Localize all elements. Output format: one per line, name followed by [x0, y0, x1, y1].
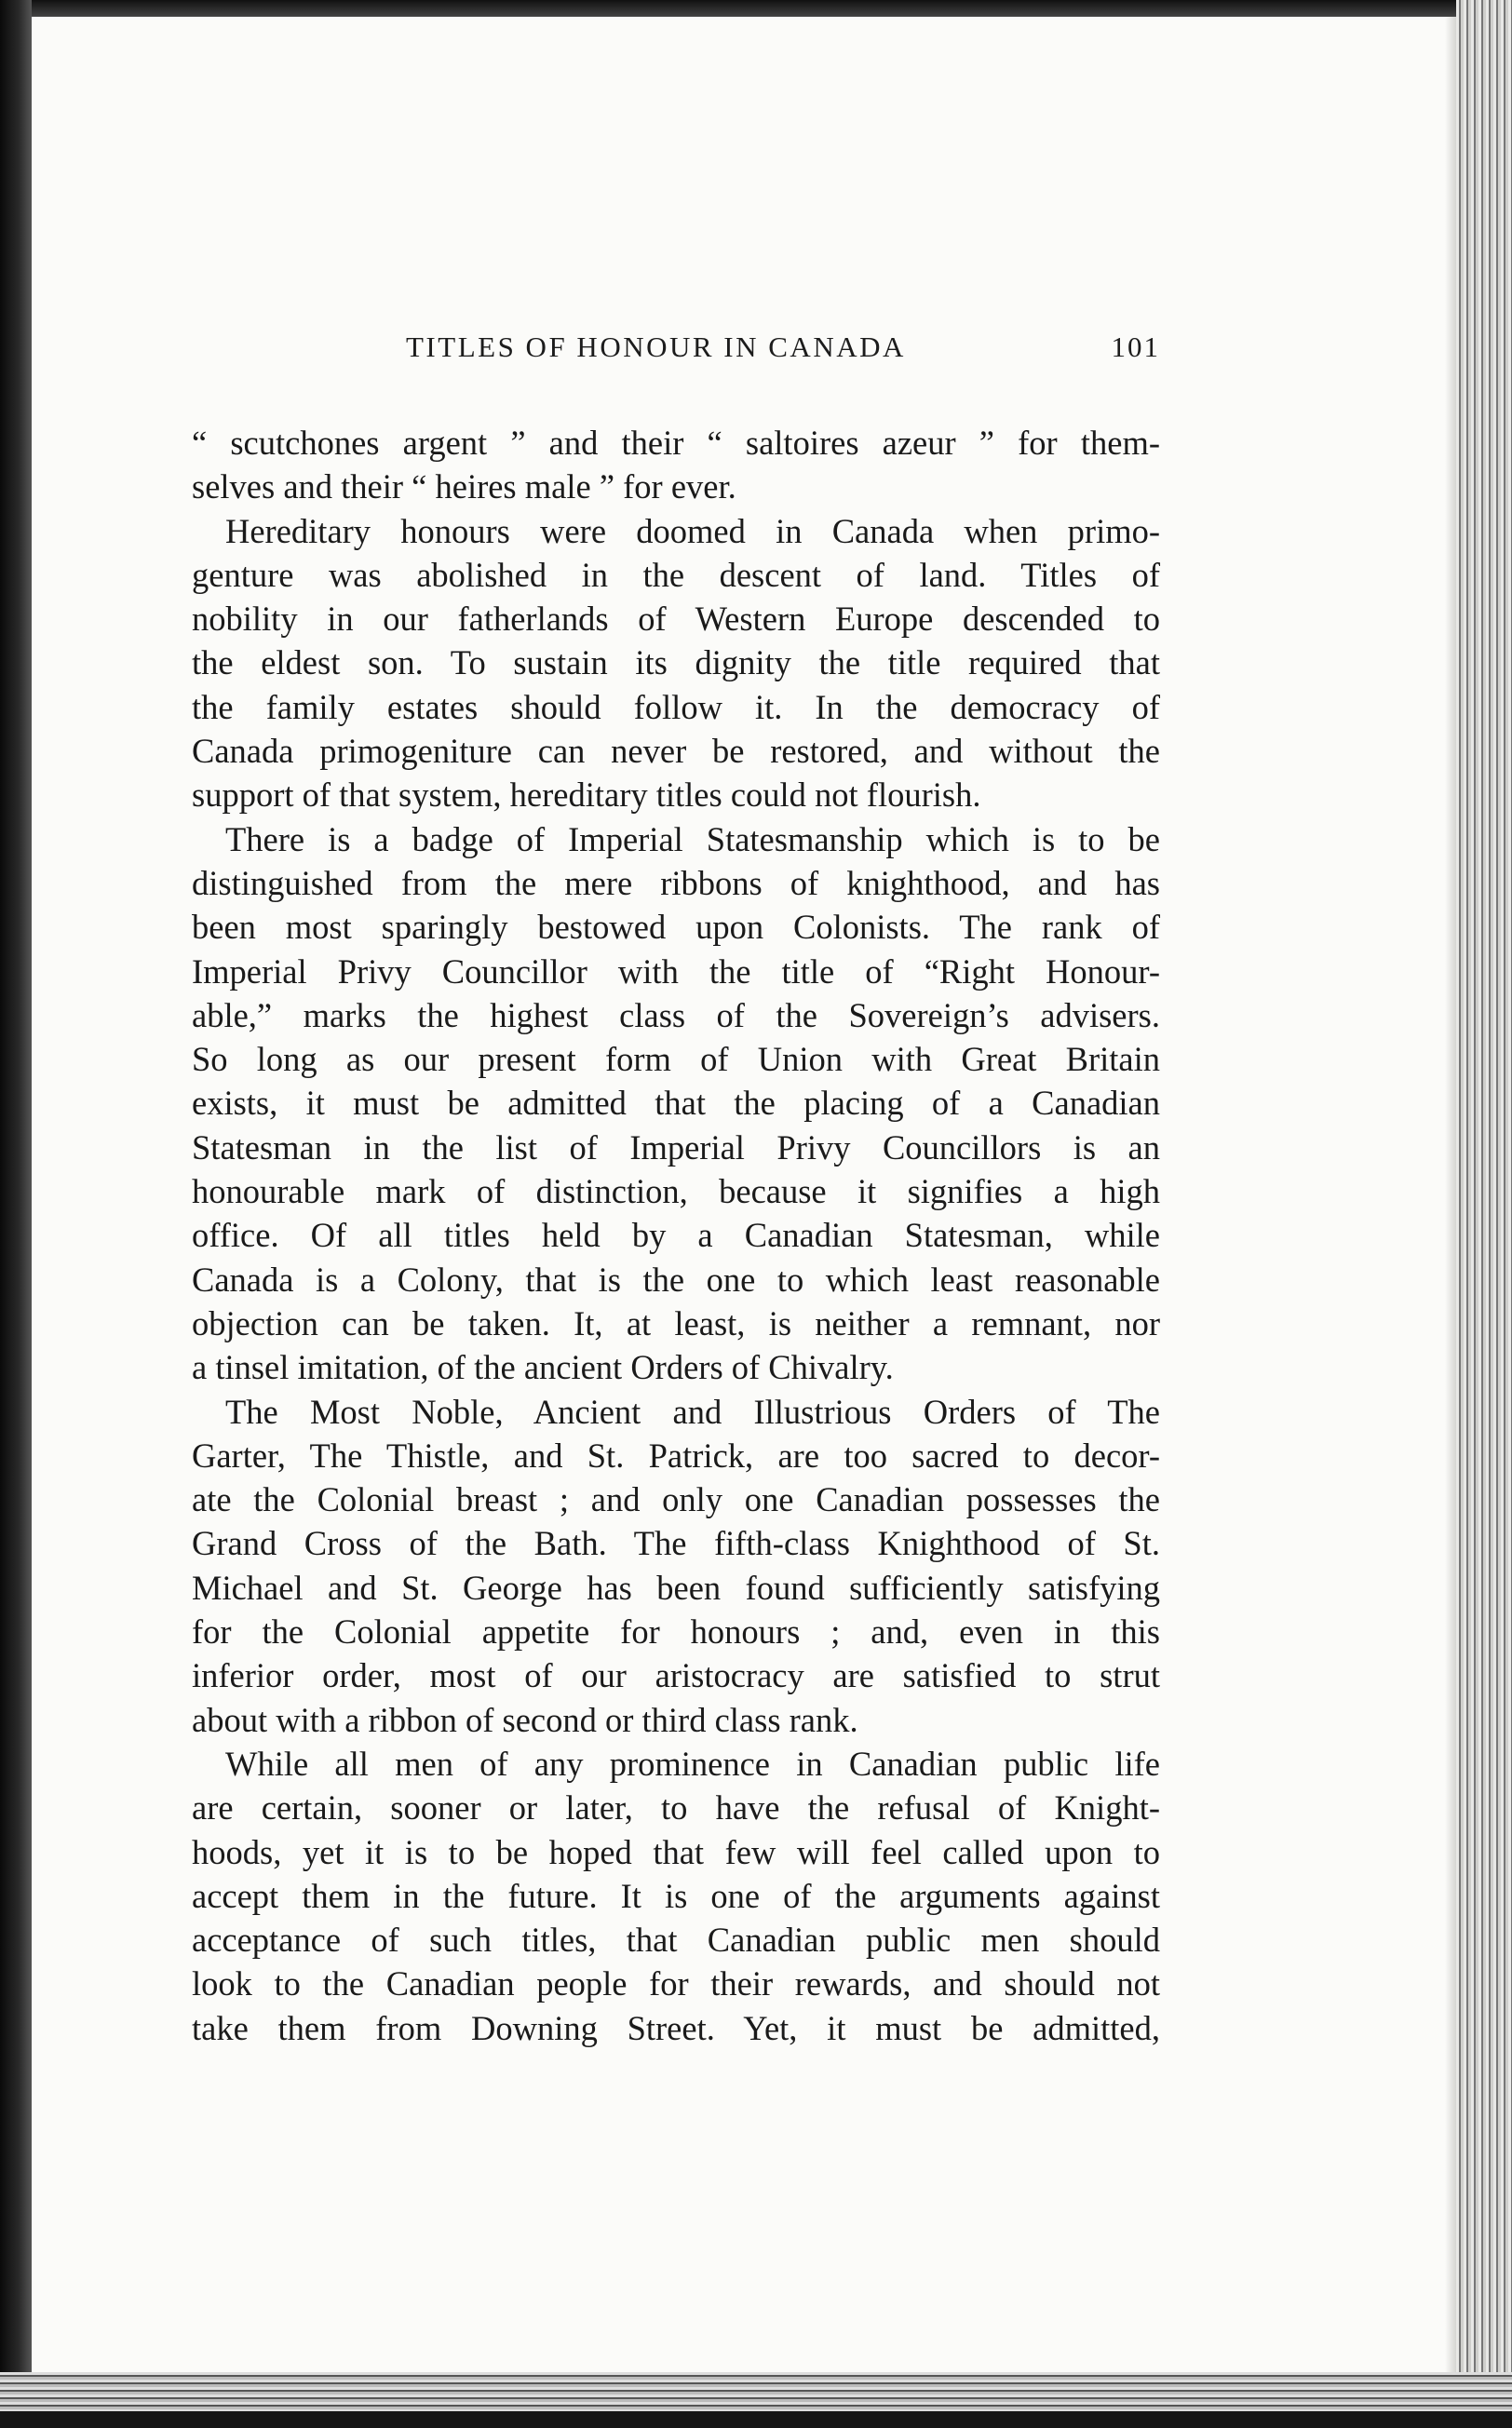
text-line: distinguished from the mere ribbons of knighthood, and has [192, 863, 1160, 902]
text-line: genture was abolished in the descent of land. Titles of [192, 555, 1160, 594]
text-line: Canada primogeniture can never be restored, and without the [192, 732, 1160, 771]
text-line: been most sparingly bestowed upon Colonists. The rank of [192, 908, 1160, 947]
text-line: selves and their “ heires male ” for ever. [192, 467, 736, 506]
text-line: So long as our present form of Union with Great Britain [192, 1040, 1160, 1079]
text-line: about with a ribbon of second or third class rank. [192, 1700, 858, 1739]
text-line: accept them in the future. It is one of the arguments against [192, 1876, 1160, 1915]
text-line: Grand Cross of the Bath. The fifth-class Knighthood of St. [192, 1524, 1160, 1563]
page-header [192, 330, 1160, 377]
paragraph [192, 1742, 1160, 2050]
text-line: support of that system, hereditary titles could not flourish. [192, 776, 981, 815]
running-title: TITLES OF HONOUR IN CANADA [406, 330, 906, 363]
text-line: office. Of all titles held by a Canadian Statesman, while [192, 1216, 1160, 1255]
text-line: exists, it must be admitted that the placing of a Canadian [192, 1084, 1160, 1123]
text-line: are certain, sooner or later, to have the refusal of Knight- [192, 1788, 1160, 1828]
page-number: 101 [1111, 330, 1160, 363]
body-text [192, 421, 1160, 2050]
text-line: There is a badge of Imperial Statesmanship which is to be [225, 819, 1160, 858]
text-line: Hereditary honours were doomed in Canada when primo- [225, 511, 1160, 550]
scan-top-edge [0, 0, 1512, 17]
text-line: “ scutchones argent ” and their “ saltoires azeur ” for them- [192, 424, 1160, 462]
text-line: Garter, The Thistle, and St. Patrick, are too sacred to decor- [192, 1436, 1160, 1475]
page-stack-edge [1456, 0, 1512, 2428]
paragraph [192, 817, 1160, 1390]
text-line: the family estates should follow it. In the democracy of [192, 687, 1160, 726]
scan-left-edge [0, 0, 32, 2428]
text-line: nobility in our fatherlands of Western Europe descended to [192, 600, 1160, 639]
paragraph [192, 509, 1160, 817]
text-line: Imperial Privy Councillor with the title of “Right Honour- [192, 951, 1160, 991]
text-line: able,” marks the highest class of the Sovereign’s advisers. [192, 995, 1160, 1034]
text-line: honourable mark of distinction, because it signifies a high [192, 1172, 1160, 1211]
text-line: for the Colonial appetite for honours ; and, even in this [192, 1612, 1160, 1652]
text-line: a tinsel imitation, of the ancient Orders of Chivalry. [192, 1348, 894, 1387]
text-line: Michael and St. George has been found sufficiently satisfying [192, 1568, 1160, 1607]
text-line: Statesman in the list of Imperial Privy Councillors is an [192, 1127, 1160, 1167]
text-line: the eldest son. To sustain its dignity the title required that [192, 643, 1160, 682]
text-line: The Most Noble, Ancient and Illustrious Orders of The [225, 1392, 1160, 1431]
text-line: objection can be taken. It, at least, is neither a remnant, nor [192, 1303, 1160, 1342]
text-line: inferior order, most of our aristocracy are satisfied to strut [192, 1656, 1160, 1695]
text-line: hoods, yet it is to be hoped that few will feel called upon to [192, 1832, 1160, 1871]
page-shadow [1445, 17, 1456, 2372]
paragraph [192, 421, 1160, 509]
paragraph [192, 1390, 1160, 1742]
text-line: take them from Downing Street. Yet, it must be admitted, [192, 2008, 1160, 2047]
text-line: Canada is a Colony, that is the one to which least reasonable [192, 1260, 1160, 1299]
text-line: acceptance of such titles, that Canadian public men should [192, 1921, 1160, 1960]
scan-bottom-edge [0, 2411, 1512, 2428]
text-line: look to the Canadian people for their rewards, and should not [192, 1964, 1160, 2003]
text-line: While all men of any prominence in Canadian public life [225, 1744, 1160, 1783]
text-line: ate the Colonial breast ; and only one Canadian possesses the [192, 1480, 1160, 1519]
